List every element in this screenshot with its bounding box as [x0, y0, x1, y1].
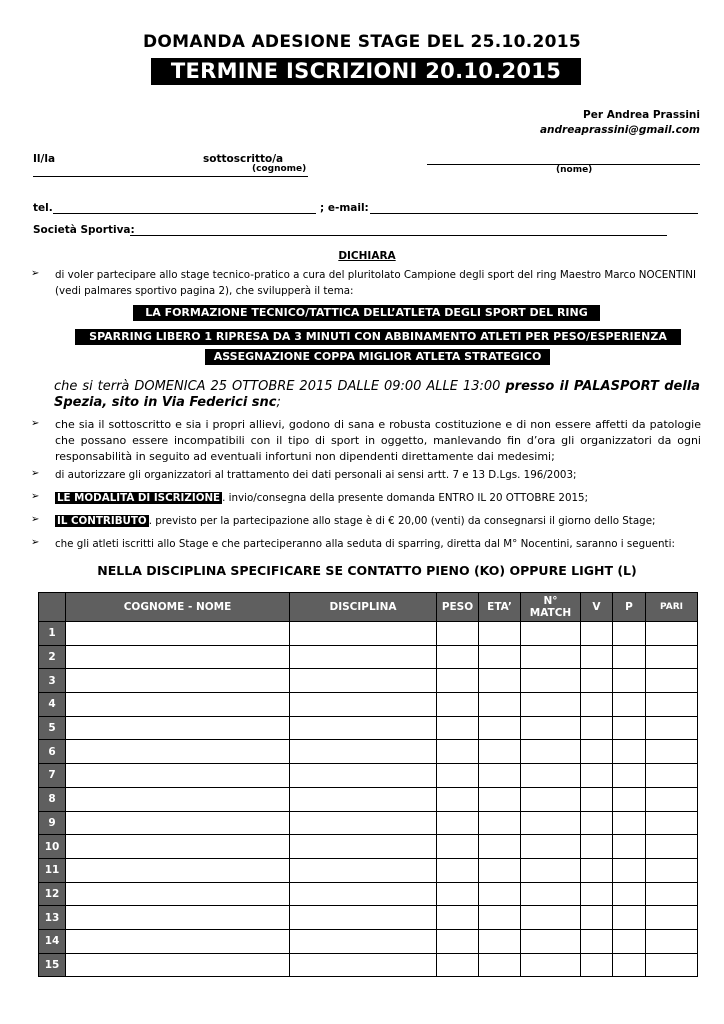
- pari-cell[interactable]: [646, 858, 698, 882]
- row-number: 12: [39, 882, 66, 906]
- table-title: NELLA DISCIPLINA SPECIFICARE SE CONTATTO PIENO (KO) OPPURE LIGHT (L): [97, 563, 637, 578]
- p-cell[interactable]: [613, 622, 646, 646]
- p-cell[interactable]: [613, 740, 646, 764]
- disciplina-cell[interactable]: [290, 622, 437, 646]
- pari-cell[interactable]: [646, 740, 698, 764]
- table-row: [39, 835, 698, 859]
- cognome-nome-cell[interactable]: [66, 787, 290, 811]
- match-cell[interactable]: [521, 716, 581, 740]
- deadline-banner: TERMINE ISCRIZIONI 20.10.2015: [151, 58, 581, 85]
- eta-cell[interactable]: [479, 740, 521, 764]
- disciplina-cell[interactable]: [290, 929, 437, 953]
- cognome-nome-cell[interactable]: [66, 693, 290, 717]
- row-number: 9: [39, 811, 66, 835]
- eta-cell[interactable]: [479, 929, 521, 953]
- modalita-label: LE MODALITÀ DI ISCRIZIONE: [57, 492, 221, 504]
- table-row: [39, 740, 698, 764]
- cognome-nome-cell[interactable]: [66, 669, 290, 693]
- disciplina-cell[interactable]: [290, 740, 437, 764]
- peso-cell[interactable]: [437, 764, 479, 788]
- peso-cell[interactable]: [437, 622, 479, 646]
- nome-hint: (nome): [556, 165, 593, 175]
- cognome-nome-cell[interactable]: [66, 622, 290, 646]
- tel-label: tel.: [33, 202, 53, 214]
- peso-cell[interactable]: [437, 716, 479, 740]
- cognome-nome-cell[interactable]: [66, 811, 290, 835]
- row-number: 7: [39, 764, 66, 788]
- pari-cell[interactable]: [646, 693, 698, 717]
- p-cell[interactable]: [613, 906, 646, 930]
- pari-cell[interactable]: [646, 622, 698, 646]
- disciplina-cell[interactable]: [290, 764, 437, 788]
- p-cell[interactable]: [613, 645, 646, 669]
- p-cell[interactable]: [613, 811, 646, 835]
- bullet-icon: ➢: [31, 514, 40, 525]
- disciplina-cell[interactable]: [290, 882, 437, 906]
- v-cell[interactable]: [581, 740, 613, 764]
- cognome-nome-cell[interactable]: [66, 645, 290, 669]
- header-peso: PESO: [437, 593, 479, 622]
- row-number: 11: [39, 858, 66, 882]
- match-cell[interactable]: [521, 953, 581, 977]
- eta-cell[interactable]: [479, 693, 521, 717]
- table-row: [39, 906, 698, 930]
- table-row: [39, 811, 698, 835]
- row-number: 6: [39, 740, 66, 764]
- table-row: [39, 858, 698, 882]
- v-cell[interactable]: [581, 716, 613, 740]
- p-cell[interactable]: [613, 764, 646, 788]
- health-statement: che sia il sottoscritto e sia i propri allievi, godono di sana e robusta costituzione e di non essere affetti da patologie che possano essere incompatibili con il tipo di sport in oggetto, manlevando fin d’ora gli organizzatori da ogni responsabilità in seguito ad eventuali infortuni non dipendenti direttamente dai medesimi;: [55, 418, 701, 463]
- contributo-statement: [55, 513, 701, 529]
- email-label: ; e-mail:: [320, 202, 369, 214]
- v-cell[interactable]: [581, 929, 613, 953]
- header-eta: ETA’: [479, 593, 521, 622]
- pari-cell[interactable]: [646, 953, 698, 977]
- modalita-text: . invio/consegna della presente domanda ENTRO IL 20 OTTOBRE 2015;: [222, 492, 589, 504]
- p-cell[interactable]: [613, 953, 646, 977]
- match-cell[interactable]: [521, 645, 581, 669]
- disciplina-cell[interactable]: [290, 835, 437, 859]
- recipient: Per Andrea Prassini: [583, 109, 700, 121]
- row-number: 4: [39, 693, 66, 717]
- email-field[interactable]: [370, 201, 698, 214]
- pari-cell[interactable]: [646, 882, 698, 906]
- event-when-where: [54, 379, 700, 411]
- peso-cell[interactable]: [437, 740, 479, 764]
- intro-text: di voler partecipare allo stage tecnico-pratico a cura del pluritolato Campione degli sport del ring Maestro Marco NOCENTINI (vedi palmares sportivo pagina 2), che svilupperà il tema:: [55, 269, 697, 297]
- eta-cell[interactable]: [479, 787, 521, 811]
- match-cell[interactable]: [521, 622, 581, 646]
- match-cell[interactable]: [521, 740, 581, 764]
- pari-cell[interactable]: [646, 835, 698, 859]
- p-cell[interactable]: [613, 716, 646, 740]
- table-header-row: [39, 593, 698, 622]
- header-pari: PARI: [646, 593, 698, 622]
- nome-field[interactable]: [427, 154, 700, 165]
- eta-cell[interactable]: [479, 622, 521, 646]
- form-title: DOMANDA ADESIONE STAGE DEL 25.10.2015: [143, 32, 581, 52]
- match-cell[interactable]: [521, 811, 581, 835]
- row-number: 14: [39, 929, 66, 953]
- peso-cell[interactable]: [437, 645, 479, 669]
- pari-cell[interactable]: [646, 906, 698, 930]
- row-number: 3: [39, 669, 66, 693]
- table-row: [39, 645, 698, 669]
- header-match: N° MATCH: [521, 593, 581, 622]
- table-row: [39, 669, 698, 693]
- peso-cell[interactable]: [437, 787, 479, 811]
- contributo-text: . previsto per la partecipazione allo stage è di € 20,00 (venti) da consegnarsi il giorno dello Stage;: [148, 515, 656, 527]
- cognome-nome-cell[interactable]: [66, 906, 290, 930]
- header-v: V: [581, 593, 613, 622]
- bullet-icon: ➢: [31, 537, 40, 548]
- match-cell[interactable]: [521, 835, 581, 859]
- event-when: che si terrà DOMENICA 25 OTTOBRE 2015 DALLE 09:00 ALLE 13:00: [54, 379, 501, 394]
- p-cell[interactable]: [613, 787, 646, 811]
- disciplina-cell[interactable]: [290, 693, 437, 717]
- v-cell[interactable]: [581, 787, 613, 811]
- sottoscritto-label: sottoscritto/a: [203, 153, 284, 165]
- eta-cell[interactable]: [479, 835, 521, 859]
- match-cell[interactable]: [521, 929, 581, 953]
- match-cell[interactable]: [521, 882, 581, 906]
- header-disciplina: DISCIPLINA: [290, 593, 437, 622]
- p-cell[interactable]: [613, 835, 646, 859]
- match-cell[interactable]: [521, 787, 581, 811]
- eta-cell[interactable]: [479, 645, 521, 669]
- header-cognome-nome: COGNOME - NOME: [66, 593, 290, 622]
- disciplina-cell[interactable]: [290, 645, 437, 669]
- iscrizione-statement: [55, 490, 701, 506]
- row-number: 5: [39, 716, 66, 740]
- cognome-hint: (cognome): [252, 164, 307, 174]
- table-row: [39, 882, 698, 906]
- v-cell[interactable]: [581, 645, 613, 669]
- row-number: 15: [39, 953, 66, 977]
- eta-cell[interactable]: [479, 764, 521, 788]
- v-cell[interactable]: [581, 835, 613, 859]
- match-cell[interactable]: [521, 858, 581, 882]
- v-cell[interactable]: [581, 693, 613, 717]
- peso-cell[interactable]: [437, 811, 479, 835]
- peso-cell[interactable]: [437, 693, 479, 717]
- disciplina-cell[interactable]: [290, 906, 437, 930]
- table-row: [39, 622, 698, 646]
- header-p: P: [613, 593, 646, 622]
- match-cell[interactable]: [521, 669, 581, 693]
- table-row: [39, 787, 698, 811]
- peso-cell[interactable]: [437, 882, 479, 906]
- table-row: [39, 764, 698, 788]
- header-index: [39, 593, 66, 622]
- disciplina-cell[interactable]: [290, 953, 437, 977]
- match-cell[interactable]: [521, 693, 581, 717]
- theme-bar-1: LA FORMAZIONE TECNICO/TATTICA DELL’ATLETA DEGLI SPORT DEL RING: [133, 305, 600, 321]
- event-where: presso il PALASPORT della Spezia, sito in Via Federici snc: [54, 379, 701, 410]
- cognome-nome-cell[interactable]: [66, 716, 290, 740]
- match-cell[interactable]: [521, 906, 581, 930]
- cognome-nome-cell[interactable]: [66, 882, 290, 906]
- peso-cell[interactable]: [437, 953, 479, 977]
- v-cell[interactable]: [581, 906, 613, 930]
- v-cell[interactable]: [581, 764, 613, 788]
- societa-label: Società Sportiva:: [33, 224, 135, 236]
- pari-cell[interactable]: [646, 669, 698, 693]
- table-row: [39, 716, 698, 740]
- table-row: [39, 953, 698, 977]
- bullet-icon: ➢: [31, 418, 40, 429]
- athletes-statement: che gli atleti iscritti allo Stage e che parteciperanno alla seduta di sparring, diretta dal M° Nocentini, saranno i seguenti:: [55, 538, 675, 550]
- pari-cell[interactable]: [646, 929, 698, 953]
- p-cell[interactable]: [613, 882, 646, 906]
- match-cell[interactable]: [521, 764, 581, 788]
- row-number: 10: [39, 835, 66, 859]
- v-cell[interactable]: [581, 953, 613, 977]
- row-number: 13: [39, 906, 66, 930]
- cognome-nome-cell[interactable]: [66, 740, 290, 764]
- eta-cell[interactable]: [479, 906, 521, 930]
- athletes-table: [38, 592, 698, 977]
- bullet-icon: ➢: [31, 491, 40, 502]
- p-cell[interactable]: [613, 693, 646, 717]
- row-number: 2: [39, 645, 66, 669]
- v-cell[interactable]: [581, 669, 613, 693]
- cognome-nome-cell[interactable]: [66, 835, 290, 859]
- p-cell[interactable]: [613, 669, 646, 693]
- disciplina-cell[interactable]: [290, 716, 437, 740]
- contributo-label: IL CONTRIBUTO: [57, 515, 147, 527]
- peso-cell[interactable]: [437, 835, 479, 859]
- eta-cell[interactable]: [479, 716, 521, 740]
- privacy-statement: di autorizzare gli organizzatori al trattamento dei dati personali ai sensi artt. 7 e 13 D.Lgs. 196/2003;: [55, 469, 577, 481]
- il-la-label: Il/la: [33, 153, 56, 165]
- pari-cell[interactable]: [646, 645, 698, 669]
- eta-cell[interactable]: [479, 953, 521, 977]
- table-row: [39, 929, 698, 953]
- eta-cell[interactable]: [479, 858, 521, 882]
- pari-cell[interactable]: [646, 716, 698, 740]
- cognome-nome-cell[interactable]: [66, 764, 290, 788]
- eta-cell[interactable]: [479, 669, 521, 693]
- cognome-nome-cell[interactable]: [66, 929, 290, 953]
- peso-cell[interactable]: [437, 906, 479, 930]
- eta-cell[interactable]: [479, 811, 521, 835]
- pari-cell[interactable]: [646, 811, 698, 835]
- peso-cell[interactable]: [437, 669, 479, 693]
- societa-field[interactable]: [130, 223, 667, 236]
- theme-bar-2: SPARRING LIBERO 1 RIPRESA DA 3 MINUTI CON ABBINAMENTO ATLETI PER PESO/ESPERIENZA: [75, 329, 681, 345]
- dichiara-heading: DICHIARA: [338, 250, 396, 262]
- row-number: 1: [39, 622, 66, 646]
- v-cell[interactable]: [581, 622, 613, 646]
- disciplina-cell[interactable]: [290, 811, 437, 835]
- table-row: [39, 693, 698, 717]
- eta-cell[interactable]: [479, 882, 521, 906]
- disciplina-cell[interactable]: [290, 787, 437, 811]
- bullet-icon: ➢: [31, 268, 40, 279]
- p-cell[interactable]: [613, 858, 646, 882]
- bullet-icon: ➢: [31, 468, 40, 479]
- pari-cell[interactable]: [646, 787, 698, 811]
- p-cell[interactable]: [613, 929, 646, 953]
- disciplina-cell[interactable]: [290, 858, 437, 882]
- disciplina-cell[interactable]: [290, 669, 437, 693]
- peso-cell[interactable]: [437, 929, 479, 953]
- v-cell[interactable]: [581, 858, 613, 882]
- recipient-email: andreaprassini@gmail.com: [539, 124, 700, 136]
- event-where-end: ;: [276, 395, 281, 410]
- tel-field[interactable]: [53, 201, 316, 214]
- row-number: 8: [39, 787, 66, 811]
- peso-cell[interactable]: [437, 858, 479, 882]
- cognome-nome-cell[interactable]: [66, 858, 290, 882]
- theme-bar-3: ASSEGNAZIONE COPPA MIGLIOR ATLETA STRATEGICO: [205, 349, 550, 365]
- cognome-nome-cell[interactable]: [66, 953, 290, 977]
- pari-cell[interactable]: [646, 764, 698, 788]
- v-cell[interactable]: [581, 882, 613, 906]
- v-cell[interactable]: [581, 811, 613, 835]
